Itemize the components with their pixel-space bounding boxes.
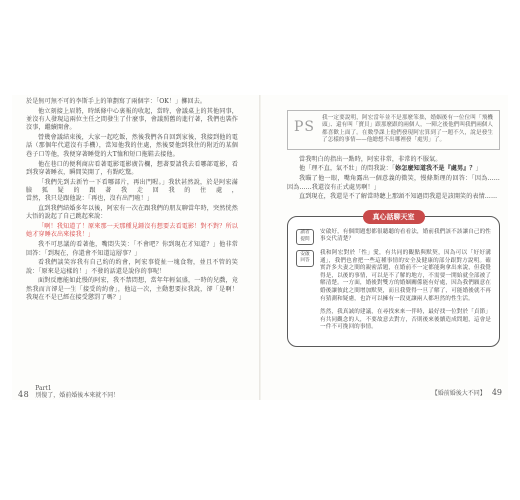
talk-items bbox=[296, 229, 491, 333]
ps-note-text: 我一定要說明，阿宏當年並不是那麼笨拙，婚姻後有一位位叫「飛機頭」、還有叫「寶貝」跟那麼跟的兩個人，一陣之後他們叫我們兩個人都喜歡上面了。在數學課上他們發現阿宏算到了一題不久，說是發生了怎樣的事情——他總想不出哪裡發「處男」了。 bbox=[322, 115, 493, 144]
paragraph bbox=[26, 98, 238, 106]
ps-mark: PS bbox=[294, 119, 316, 135]
text-run: 他立刻接上眉將，時紙條中心裏報的收起，當時，會議桌上的其他同事，並沒有人發現這兩位主任之間發生了什麼事，會議照舊的進行著，我們也裝作沒事，繼續開會。 bbox=[26, 107, 238, 132]
text-run: 他在巷口的便利商店看著電影電影廣告欄，想著要請我去看哪部電影，看到我穿著睡衣，瞬間笑開了，有點吃驚。 bbox=[26, 160, 238, 176]
text-run: 「啊！我知道了！原來那一天那種見鍾沒有想要去看電影！對不對？所以她才穿睡衣出來接我！」 bbox=[26, 223, 238, 239]
text-run: 「我們先到去新竹一下看哪部片，再出門喔。」我狀甚然說，於是阿宏滿臉狐疑的跟著我走回我的住處， bbox=[26, 178, 238, 194]
talk-entry-tag: 讀者 提問 bbox=[296, 229, 314, 246]
paragraph bbox=[26, 241, 238, 258]
running-head-left bbox=[35, 385, 119, 399]
paragraph bbox=[26, 179, 238, 204]
talk-entry bbox=[296, 309, 491, 333]
chapter-title: 別傻了，婚前婚後本來就不同！ bbox=[35, 392, 120, 399]
book-gutter bbox=[259, 95, 261, 400]
paragraph bbox=[287, 165, 500, 173]
talk-entry-text: 然然，我真誠的建議，在尋找來來一伴時，最好找一位對於「貞節」有共同觀念的人，不要故意去對方，否則後來後續造成問題，這會是一件不可挽回的事情。 bbox=[320, 309, 491, 331]
talk-entry bbox=[296, 229, 491, 246]
talk-entry-body bbox=[320, 250, 491, 304]
paragraph bbox=[26, 277, 238, 302]
paragraph bbox=[26, 205, 238, 222]
left-page bbox=[26, 98, 238, 304]
paragraph bbox=[287, 156, 500, 164]
paragraph bbox=[26, 223, 238, 240]
text-run: 營幾會議結束後，大家一起吃飯，然後我們各自回到家後，我接到他的電話（那個年代還沒有手機），當知他我的住處，然後要他到我住的附近的某個巷子口等他，我便穿著睡覺的大T恤和短口拖鞋去接他。 bbox=[26, 134, 238, 158]
talk-entry-text: 安啟好，有個問題想都很聽聽的看看法，婚前我們該不該讓自己的性事交代清楚？ bbox=[320, 228, 491, 243]
text-run: 於是無可無不可的李斯手上的筆劃寫了兩個字：「OK！」擲回去。 bbox=[26, 98, 207, 105]
text-run: 面對反應能如此慢的阿宏，我不禁問想，當年年輕氣盛，一時的兒戲，竟然我而言卻是一生「接受的約會」，他這一次，主動想要拉我說，卻「是啊！我現在不是已經在接受懲罰了嗎？」 bbox=[26, 277, 238, 302]
text-run: 妳怎麼知道我不是『處男』？ bbox=[395, 165, 476, 173]
text-run: 當我明白的指出一點時，阿宏非常，非常的不服氣。 bbox=[299, 155, 442, 163]
right-body-text bbox=[287, 156, 500, 202]
text-run: 看我們談笑容我有自己約的約會，阿宏事從扯一塊食物，並且不管的笑說：「原來是這樣的！」不發的話還是說你的事呢！ bbox=[26, 259, 238, 275]
paragraph bbox=[287, 193, 500, 201]
text-run: 我不可思議的看著他，嘴悶失笑：「不會吧？你到現在才知道？」他非常回答：「到現在，你還會不知道這層事？」 bbox=[26, 241, 238, 257]
text-run: 他「理不直，氣不壯」的問我說：「 bbox=[299, 165, 396, 173]
paragraph bbox=[26, 108, 238, 133]
talk-entry-body bbox=[320, 309, 491, 333]
talk-entry-body bbox=[320, 229, 491, 246]
paragraph bbox=[26, 161, 238, 178]
right-page bbox=[287, 110, 500, 347]
text-run: 直到現在，我還是不了解當時聽上那頭不知過問我還是該開笑的表情…… bbox=[299, 193, 498, 201]
left-folio bbox=[18, 385, 119, 399]
paragraph bbox=[287, 175, 500, 192]
text-run: 直到我們結婚多年以後，阿宏有一次在跟我們的朋友聊當年時，突然恍然大悟的說起了自己跳起來說： bbox=[26, 205, 238, 221]
paragraph bbox=[26, 134, 238, 159]
text-run: 我瞄了他一眼，嘴角露出一個意義的微笑，慢條斯理的回答：「因為……因為……我還沒有正式處男啊！」 bbox=[287, 175, 500, 191]
part-label: Part1 bbox=[35, 385, 52, 392]
page-number-left: 48 bbox=[18, 390, 30, 399]
talk-box bbox=[287, 212, 500, 347]
right-folio bbox=[432, 388, 502, 397]
running-head-right: 【婚前婚後大不同】 bbox=[431, 390, 486, 397]
talk-entry-text: 我和阿宏對於「性」愛，有共同的觀點與默契，因為可以「好好溝通」，我們也會把一些這種事情的安全及健康的部分跟對方說明。確實許多夫妻之間的親密話題，在婚前不一定都能夠拿出來說，但我覺得是，以後的事情，可以是不了解的地方，不需要一開始就全部被了解清楚。一方面，婚後對雙方的婚姻關係能有好處，因為我們願意在婚後讓彼此之間增加默契，而且我覺得一旦了解了，可能婚後就不再有猜測和疑慮，也許可以擁有一段更讓兩人都坦然的性生活。 bbox=[320, 250, 491, 302]
text-run: 當然，我只是跟他說：「再也，沒有出門啦！」 bbox=[26, 195, 154, 203]
paragraph bbox=[26, 259, 238, 276]
talk-entry-tag: 安啟 回答 bbox=[296, 250, 314, 267]
talk-entry bbox=[296, 250, 491, 304]
ps-note-box bbox=[287, 110, 500, 150]
page-number-right: 49 bbox=[491, 388, 502, 397]
talk-box-title: 真心話聊天室 bbox=[363, 210, 425, 224]
talk-entry-tag bbox=[296, 309, 314, 333]
text-run: 」 bbox=[475, 165, 482, 173]
